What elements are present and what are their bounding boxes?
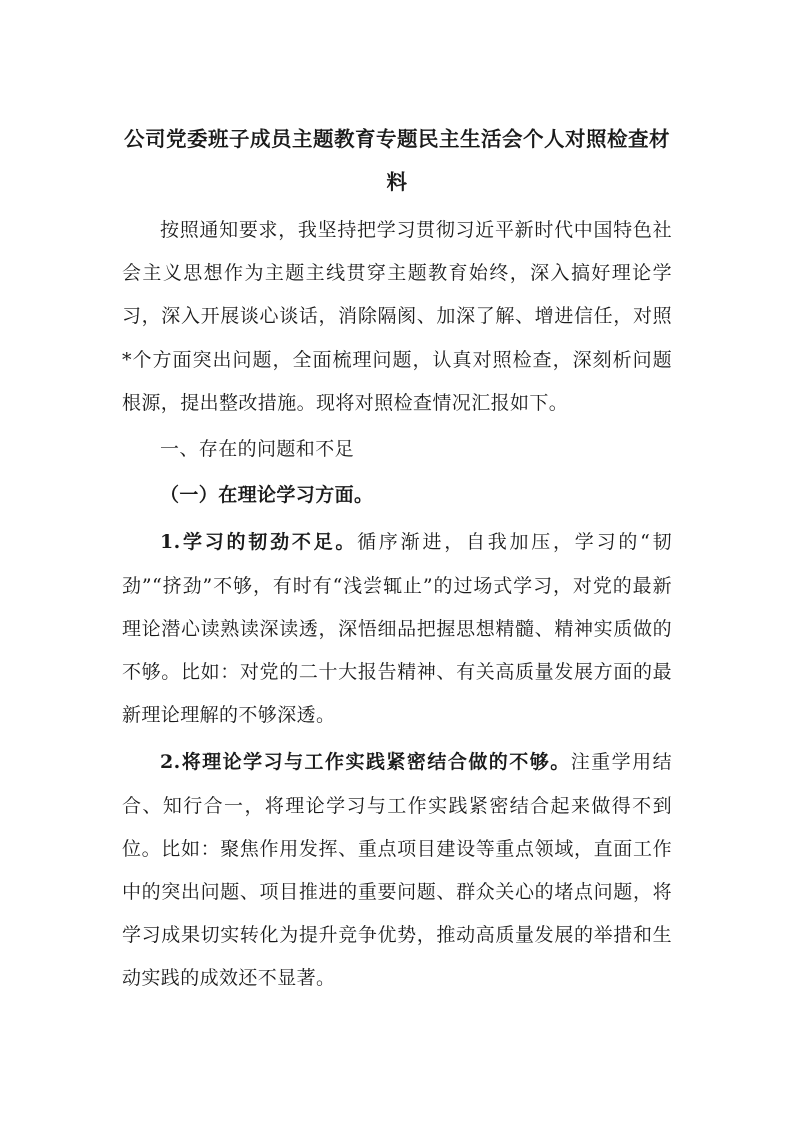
intro-paragraph: 按照通知要求，我坚持把学习贯彻习近平新时代中国特色社会主义思想作为主题主线贯穿主题教育始终，深入搞好理论学习，深入开展谈心谈话，消除隔阂、加深了解、增进信任，对照*个方面突出问题，全面梳理问题，认真对照检查，深刻析问题根源，提出整改措施。现将对照检查情况汇报如下。 <box>122 219 672 414</box>
point-2-paragraph <box>122 741 672 1000</box>
document-body <box>122 118 672 1001</box>
document-title: 公司党委班子成员主题教育专题民主生活会个人对照检查材料 <box>124 127 670 194</box>
section-heading: 一、存在的问题和不足 <box>160 438 355 461</box>
point-1-body: 循序渐进，自我加压，学习的“韧劲”“挤劲”不够，有时有“浅尝辄止”的过场式学习，对党的最新理论潜心读熟读深读透，深悟细品把握思想精髓、精神实质做的不够。比如：对党的二十大报告精神、有关高质量发展方面的最新理论理解的不够深透。 <box>122 531 672 727</box>
point-2-lead: 2.将理论学习与工作实践紧密结合做的不够。 <box>160 751 571 774</box>
point-1-lead: 1.学习的韧劲不足。 <box>160 531 358 554</box>
point-2-body: 注重学用结合、知行合一，将理论学习与工作实践紧密结合起来做得不到位。比如：聚焦作用发挥、重点项目建设等重点领域，直面工作中的突出问题、项目推进的重要问题、群众关心的堵点问题，将学习成果切实转化为提升竞争优势，推动高质量发展的举措和生动实践的成效还不显著。 <box>122 751 672 990</box>
subsection-heading: （一）在理论学习方面。 <box>160 484 374 507</box>
point-1-paragraph <box>122 521 672 737</box>
